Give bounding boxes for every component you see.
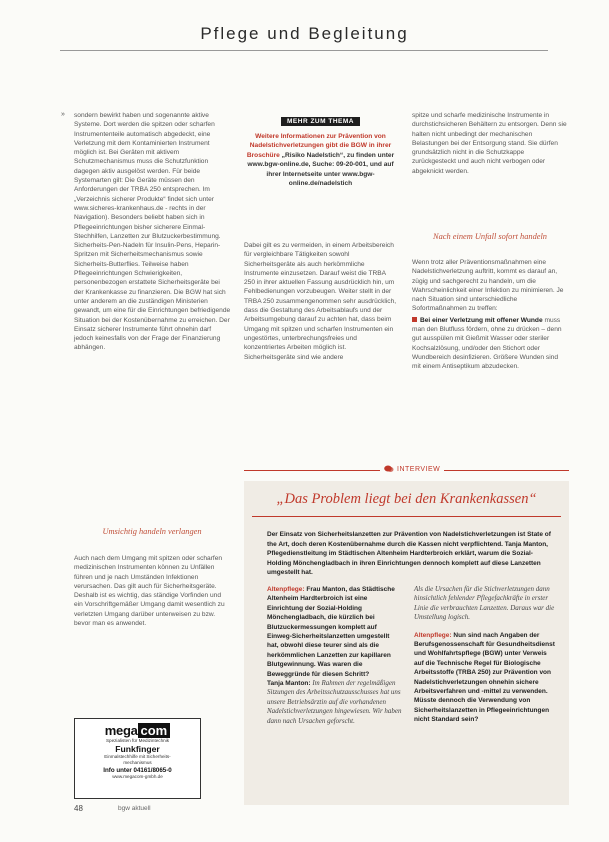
right-column-text: spitze und scharfe medizinische Instrumente in durchstichsicheren Behältern zu entsorgen. Denn sie halten nicht unbedingt der mechanischen Belastungen bei der Entsorgung stand. Sie dürfen grundsätzlich nicht in die Schutzkappe zurückgesteckt und auch nicht verbogen oder abgeknickt werden. [412, 112, 567, 175]
more-info-line1: Weitere Informationen zur Prävention von Nadelstichverletzungen gibt die BGW in ihrer Broschüre [246, 133, 392, 159]
ad-sub1: Einmalstechhilfe mit Sicherheits- [104, 754, 171, 759]
interview-title: „Das Problem liegt bei den Krankenkassen“ [276, 491, 537, 507]
header-rule [60, 50, 548, 51]
right-subheading: Nach einem Unfall sofort handeln [433, 232, 547, 241]
right-column-text-b: Wenn trotz aller Präventionsmaßnahmen eine Nadelstichverletzung auftritt, kommt es darauf an, zügig und sachgerecht zu handeln, um die Wahrscheinlichkeit einer Infektion zu minimieren. Je nach Situation sind unterschiedliche Sofortmaßnahmen zu treffen: [412, 259, 564, 313]
interview-label: INTERVIEW [380, 465, 444, 473]
answer-1: Tanja Manton: Im Rahmen der regelmäßigen Sitzungen des Arbeitsschutzausschusses hat uns unsere Betriebsärztin auf die vorhandenen Nadelstichverletzungen hingewiesen. Wir haben dann nach Ursachen geforscht. [267, 679, 402, 725]
question-1: Altenpflege: Frau Manton, das Städtische Altenheim Hardterbroich ist eine Einrichtung der Sozial-Holding Mönchengladbach, die kürzlich bei Blutzuckermessungen komplett auf Einweg-Sicherheitslanzetten umgestellt hat, obwohl diese teurer sind als die herkömmlichen Lanzetten zur kapillaren Blutgewinnung. Was waren die Beweggründe für diesen Schritt? [267, 586, 395, 678]
more-info-tag: MEHR ZUM THEMA [281, 117, 360, 126]
interview-column-1 [267, 585, 402, 726]
ad-sub2: mechanismus [123, 760, 152, 765]
ad-brand: Funkfinger [115, 744, 160, 754]
left-column-text: sondern bewirkt haben und sogenannte aktive Systeme. Dort werden die spitzen oder scharfen Instrumententeile automatisch abgedeckt, eine Verletzung mit dem Kontaminierten Instrument möglich ist. Bei Geräten mit aktivem Schutzmechanismus muss die Schutzfunktion dagegen aktiv ausgelöst werden. Für beide Systemarten gilt: Die Geräte müssen den Anforderungen der TRBA 250 entsprechen. Im „Verzeichnis sicherer Produkte“ findet sich unter www.sicheres-krankenhaus.de - rechts in der Navigation). Besonders beliebt haben sich in Pflegeeinrichtungen bisher sicherere Einmal-Stechhilfen, Lanzetten zur Blutzuckerbestimmung. Sicherheits-Pen-Nadeln für Insulin-Pens, Heparin-Spritzen mit Sicherheitsmechanismus sowie Sicherheits-Butterflies. Teilweise haben Pflegeeinrichtungen Schwierigkeiten, personenbezogen erstattete Sicherheitsgeräte bei der Krankenkasse zu finanzieren. Die BGW hat sich unter anderem an die zuständigen Ministerien gewandt, um eine für die Einrichtungen befriedigende Situation bei der Kostenübernahme zu erreichen. Der Einsatz sicherer Instrumente führt ohnehin darf jedoch keinesfalls von der Frage der Finanzierung abhängen. [74, 112, 231, 352]
answer-1-continued: Als die Ursachen für die Stichverletzungen dann hinsichtlich fehlender Pflegefachkräfte in erster Linie die verbrauchten Lanzetten. Daraus war die Umstellung logisch. [414, 585, 555, 622]
left-column-text-b: Auch nach dem Umgang mit spitzen oder scharfen medizinischen Instrumenten können zu Unfällen führen und je nach Umständen Infektionen verursachen. Das gilt auch für Sicherheitsgeräte. Deshalb ist es wichtig, das ständige Vorfinden und ein Vorschriftgemäßer Umgang damit wesentlich zu verletzten Umgang darüber unterweisen zu bzw. bevor man es anwendet. [74, 555, 225, 628]
left-subheading: Umsichtig handeln verlangen [102, 527, 202, 536]
continuation-bullet: » [61, 111, 65, 118]
ad-phone: Info unter 04161/8065-0 [103, 767, 172, 774]
interview-intro: Der Einsatz von Sicherheitslanzetten zur Prävention von Nadelstichverletzungen ist State of the Art, doch deren Kostenübernahme durch die Kassen nicht verpflichtend. Tanja Manton, Pflegedienstleitung im Städtischen Altenheim Hardterbroich erklärt, warum die Sozial-Holding Mönchengladbach in ihren Einrichtungen dennoch komplett auf diese Lanzetten umgestellt hat. [267, 531, 551, 576]
more-info-line4[interactable]: www.bgw-online.de/nadelstich [288, 170, 375, 188]
more-info-line3[interactable]: www.bgw-online.de, Suche: 09-20-001, und auf ihrer Internetseite unter [247, 161, 394, 178]
interview-column-2 [414, 585, 557, 725]
page-title: Pflege und Begleitung [200, 24, 409, 43]
megacom-logo: mega com [75, 723, 200, 738]
more-info-box [244, 110, 397, 188]
question-2: Altenpflege: Nun sind nach Angaben der Berufsgenossenschaft für Gesundheitsdienst und Wohlfahrtspflege (BGW) unter Verweis auf die Technische Regel für Biologische Arbeitsstoffe (TRBA 250) zur Prävention von Nadelstichverletzungen ohnehin sichere Arbeitsverfahren und -mittel zu verwenden. Müsste dennoch die Verwendung von Sicherheitslanzetten in Pflegeeinrichtungen nicht Standard sein? [414, 631, 555, 724]
speech-bubble-icon [384, 465, 394, 473]
advertisement[interactable] [74, 718, 201, 799]
ad-tagline: Spezialisten für Medizintechnik [105, 738, 170, 743]
interview-title-rule [252, 516, 561, 517]
middle-column-text: Dabei gilt es zu vermeiden, in einem Arbeitsbereich für vergleichbare Tätigkeiten sowohl Sicherheitsgeräte als auch herkömmliche Instrumente einzusetzen. Darauf weist die TRBA 250 in ihrer aktuellen Fassung ausdrücklich hin, um Fehlbedienungen vorzubeugen. Weiter stellt in der TRBA 250 zusammengenommen sehr ausdrücklich, dass die Gestaltung des Arbeitsablaufs und der Arbeitsumgebung darauf zu achten hat, dass beim Umgang mit spitzen und scharfen Instrumenten ein ungestörtes, unterbrechungsfreies und konzentriertes Arbeiten möglich ist. Sicherheitsgeräte sind wie andere [244, 242, 397, 361]
right-column-b [412, 258, 568, 372]
square-bullet-icon [412, 317, 417, 322]
magazine-name: bgw aktuell [118, 805, 151, 812]
page-number: 48 [74, 804, 83, 813]
ad-website[interactable]: www.megacom-gmbh.de [112, 774, 163, 779]
wound-bullet: Bei einer Verletzung mit offener Wunde muss man den Blutfluss fördern, ohne zu drücken – denn gut ausspülen mit Gießmit Wasser oder steriler Kochsalzlösung, und/oder den Stichort oder Wundbereich desinfizieren. Größere Wunden sind mit einem Antiseptikum abzudecken. [412, 316, 562, 371]
more-info-line2: „Risiko Nadelstich“, zu finden unter [281, 151, 395, 159]
